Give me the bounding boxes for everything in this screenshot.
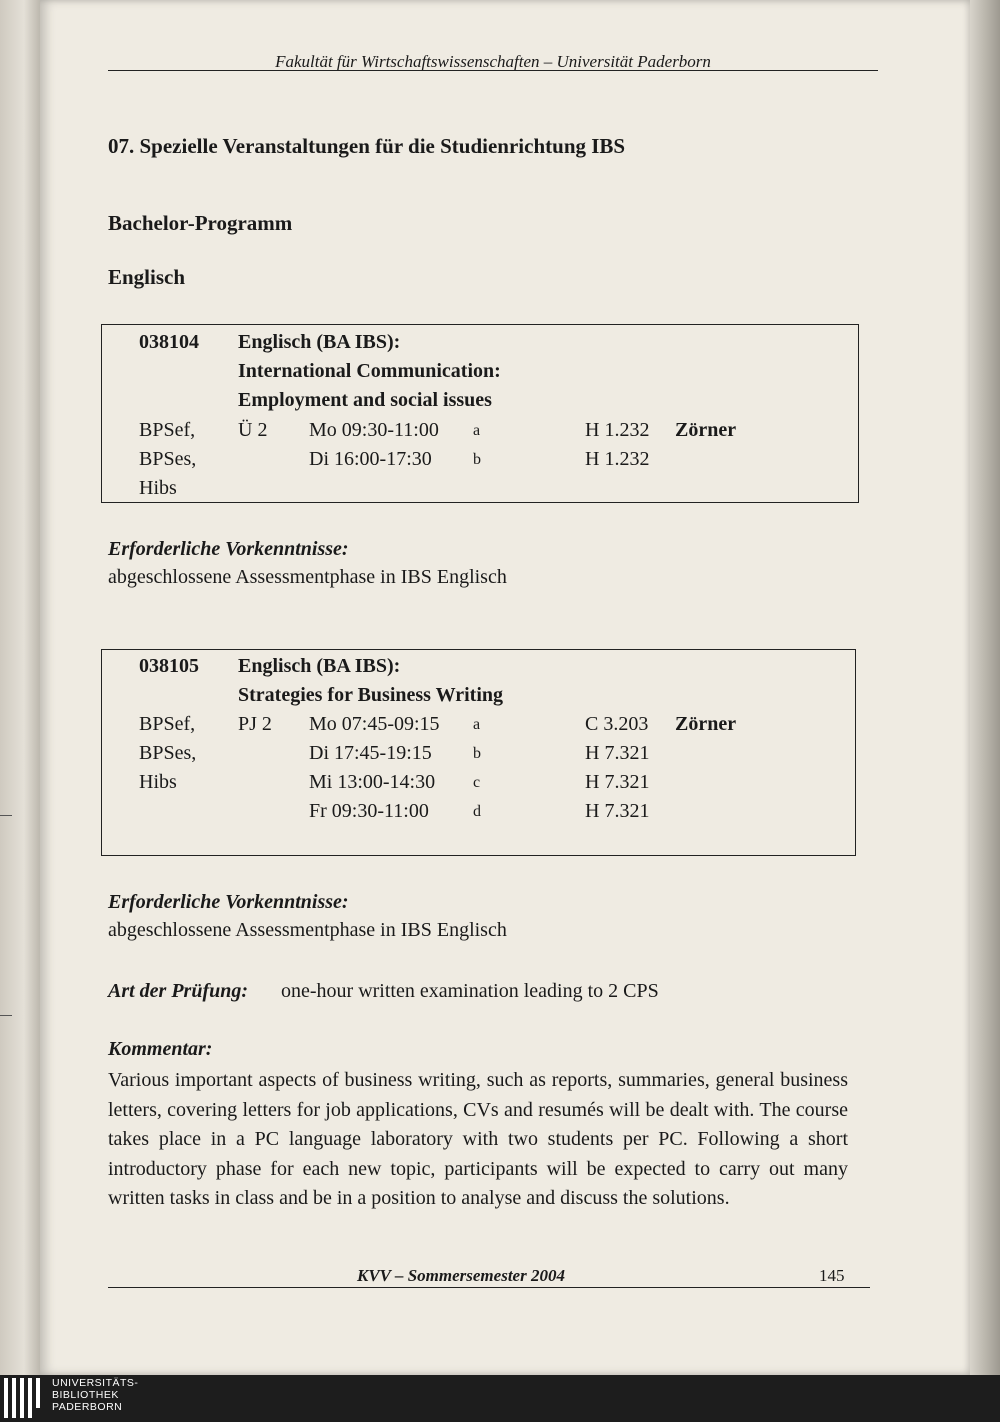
subject-heading: Englisch [108,265,186,289]
session-time: Mi 13:00-14:30 [309,771,436,793]
course-title-line: International Communication: [238,360,501,382]
running-head: Fakultät für Wirtschaftswissenschaften – Universität Paderborn [275,52,711,71]
header-rule [108,70,878,71]
course-number: 038105 [139,655,199,677]
session-room: H 1.232 [585,419,650,441]
session-group: b [473,451,481,468]
library-logo-icon [4,1378,44,1418]
course-title-line: Employment and social issues [238,389,492,411]
course-box-038104 [101,324,859,503]
lecturer: Zörner [675,713,737,735]
audience: Hibs [139,771,177,793]
session-room: H 7.321 [585,771,650,793]
program-heading: Bachelor-Programm [108,211,293,235]
margin-tick [0,815,12,816]
session-group: c [473,774,481,791]
library-footer-bar [0,1375,1000,1422]
audience: BPSef, [139,419,196,441]
prereq-label: Erforderliche Vorkenntnisse: [108,538,349,560]
comment-text: Various important aspects of business writing, such as reports, summaries, general business letters, covering letters for job applications, CVs and resumés will be dealt with. The course takes place in a PC language laboratory with two students per PC. Following a short introductory phase for each new topic, participants will be expected to carry out many written tasks in class and be in a position to analyse and discuss the solutions. [108,1069,848,1209]
audience: BPSes, [139,448,197,470]
session-room: C 3.203 [585,713,649,735]
session-time: Mo 07:45-09:15 [309,713,440,735]
session-group: a [473,716,481,733]
session-room: H 7.321 [585,742,650,764]
session-time: Di 17:45-19:15 [309,742,432,764]
course-type: Ü 2 [238,419,268,441]
session-time: Fr 09:30-11:00 [309,800,429,822]
library-label-line: UNIVERSITÄTS- [52,1377,139,1389]
prereq-label: Erforderliche Vorkenntnisse: [108,891,349,913]
session-group: b [473,745,481,762]
library-label-line: PADERBORN [52,1401,123,1413]
session-group: a [473,422,481,439]
course-box-038105 [101,649,856,856]
course-number: 038104 [139,331,199,353]
library-label [52,1377,138,1413]
margin-tick [0,1015,12,1016]
comment-label: Kommentar: [108,1038,213,1060]
footer-title: KVV – Sommersemester 2004 [357,1266,565,1285]
session-time: Di 16:00-17:30 [309,448,432,470]
library-label-line: BIBLIOTHEK [52,1389,119,1401]
prereq-text: abgeschlossene Assessmentphase in IBS Englisch [108,566,507,588]
audience: Hibs [139,477,177,499]
audience: BPSef, [139,713,196,735]
session-room: H 7.321 [585,800,650,822]
exam-label: Art der Prüfung: [108,980,249,1002]
course-title-line: Englisch (BA IBS): [238,331,401,353]
course-title-line: Englisch (BA IBS): [238,655,401,677]
session-group: d [473,803,481,820]
course-title-line: Strategies for Business Writing [238,684,504,706]
page-number: 145 [819,1266,845,1285]
course-type: PJ 2 [238,713,272,735]
session-time: Mo 09:30-11:00 [309,419,439,441]
exam-text: one-hour written examination leading to 2 CPS [281,980,659,1002]
left-page-edge [0,0,40,1375]
prereq-text: abgeschlossene Assessmentphase in IBS Englisch [108,919,507,941]
audience: BPSes, [139,742,197,764]
session-room: H 1.232 [585,448,650,470]
footer-rule [108,1287,870,1288]
section-title: 07. Spezielle Veranstaltungen für die Studienrichtung IBS [108,134,626,158]
lecturer: Zörner [675,419,737,441]
right-page-edge [970,0,1000,1375]
